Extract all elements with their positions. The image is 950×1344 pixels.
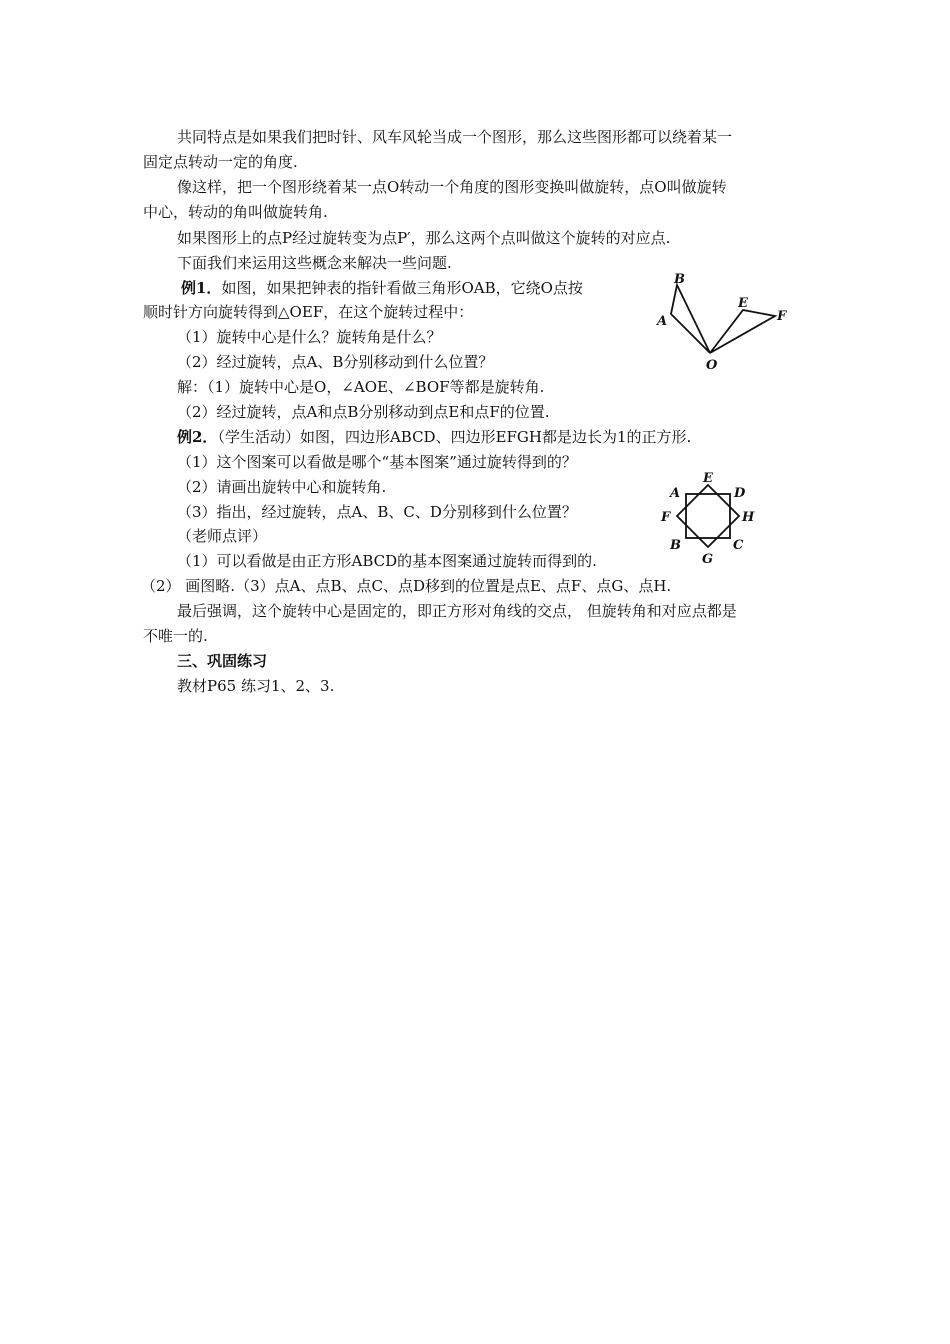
paragraph-2-line-1: 像这样，把一个图形绕着某一点O转动一个角度的图形变换叫做旋转，点O叫做旋转 <box>177 178 727 196</box>
figure1-label-b: B <box>674 272 685 287</box>
figure2-label-h: H <box>742 510 755 525</box>
example2-teacher-review: （老师点评） <box>177 527 268 545</box>
example2-label: 例2． <box>177 428 218 446</box>
figure2-label-e: E <box>703 471 713 486</box>
example1-text-1: 如图，如果把钟表的指针看做三角形OAB，它绕O点按 <box>221 279 583 297</box>
example1-line-1 <box>181 278 583 298</box>
figure2-label-c: C <box>733 538 744 553</box>
example1-question-2: （2）经过旋转，点A、B分别移动到什么位置？ <box>177 353 494 371</box>
figure2-label-b: B <box>670 538 681 553</box>
example2-question-2: （2）请画出旋转中心和旋转角. <box>177 478 387 496</box>
figure-two-squares <box>658 468 758 568</box>
figure2-label-d: D <box>734 486 746 501</box>
figure1-label-o: O <box>706 358 718 373</box>
figure-rotation-triangles <box>655 270 795 375</box>
section3-text: 教材P65 练习1、2、3. <box>177 677 335 695</box>
example1-answer-2: （2）经过旋转，点A和点B分别移动到点E和点F的位置. <box>177 403 550 421</box>
figure2-label-g: G <box>702 552 714 567</box>
example1-answer-1: 解：（1）旋转中心是O，∠AOE、∠BOF等都是旋转角. <box>177 378 545 396</box>
paragraph-1-line-1: 共同特点是如果我们把时针、风车风轮当成一个图形，那么这些图形都可以绕着某一 <box>177 128 733 146</box>
triangle-oef <box>710 310 775 353</box>
example2-question-1: （1）这个图案可以看做是哪个“基本图案”通过旋转得到的？ <box>177 453 577 471</box>
example1-label: 例1． <box>181 279 222 297</box>
figure1-label-a: A <box>657 314 668 329</box>
conclusion-line-2: 不唯一的. <box>143 627 208 645</box>
example2-text-1: （学生活动）如图，四边形ABCD、四边形EFGH都是边长为1的正方形. <box>217 428 692 446</box>
figure2-label-a: A <box>670 486 681 501</box>
paragraph-2-line-2: 中心，转动的角叫做旋转角. <box>143 203 328 221</box>
paragraph-4: 下面我们来运用这些概念来解决一些问题. <box>177 254 452 272</box>
figure2-label-f: F <box>661 510 671 525</box>
paragraph-1-line-2: 固定点转动一定的角度. <box>143 153 298 171</box>
example1-line-2: 顺时针方向旋转得到△OEF，在这个旋转过程中： <box>143 303 474 321</box>
example2-question-3: （3）指出，经过旋转，点A、B、C、D分别移到什么位置？ <box>177 503 577 521</box>
triangle-oab <box>671 285 710 353</box>
conclusion-line-1: 最后强调，这个旋转中心是固定的，即正方形对角线的交点， 但旋转角和对应点都是 <box>177 602 737 620</box>
figure1-label-f: F <box>777 309 787 324</box>
paragraph-3: 如果图形上的点P经过旋转变为点P′，那么这两个点叫做这个旋转的对应点. <box>177 229 671 247</box>
example2-answer-1: （1）可以看做是由正方形ABCD的基本图案通过旋转而得到的. <box>177 552 597 570</box>
example2-line-1 <box>177 427 691 447</box>
example1-question-1: （1）旋转中心是什么？旋转角是什么？ <box>177 328 442 346</box>
example2-answer-2: （2） 画图略.（3）点A、点B、点C、点D移到的位置是点E、点F、点G、点H. <box>141 577 672 595</box>
section3-heading: 三、巩固练习 <box>177 652 268 670</box>
figure1-label-e: E <box>738 296 748 311</box>
